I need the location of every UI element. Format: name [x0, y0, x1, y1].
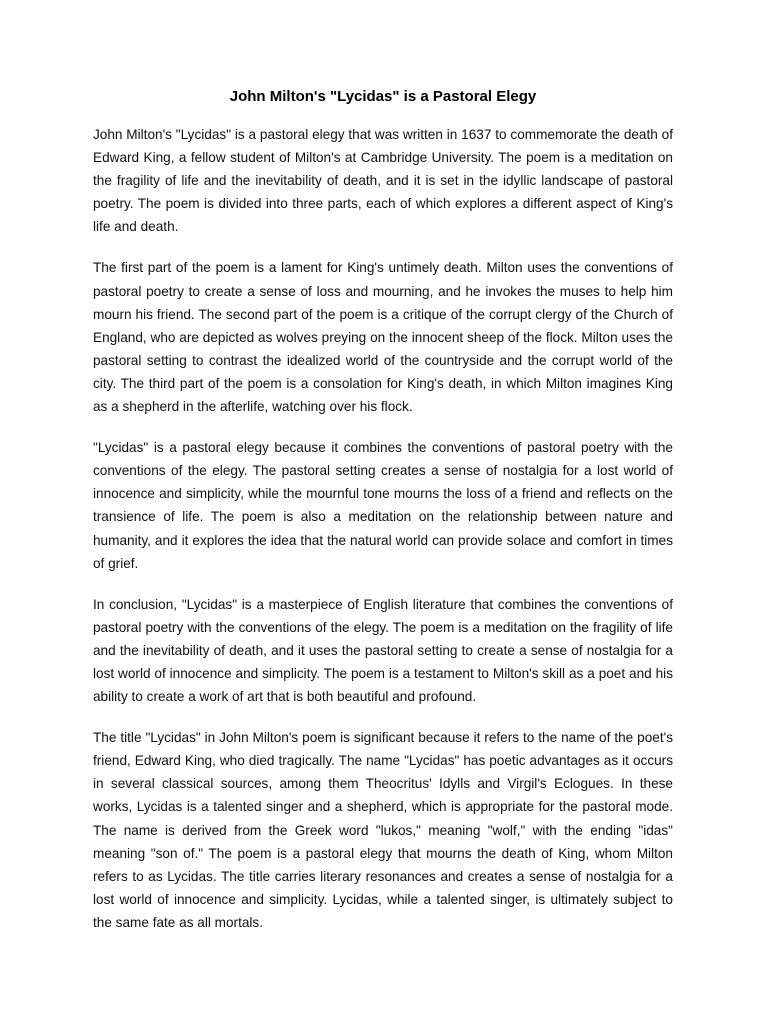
paragraph-2: The first part of the poem is a lament for King's untimely death. Milton uses the conventions of pastoral poetry to create a sense of loss and mourning, and he invokes the muses to help him mourn his friend. The second part of the poem is a critique of the corrupt clergy of the Church of England, who are depicted as wolves preying on the innocent sheep of the flock. Milton uses the pastoral setting to contrast the idealized world of the countryside and the corrupt world of the city. The third part of the poem is a consolation for King's death, in which Milton imagines King as a shepherd in the afterlife, watching over his flock. [93, 260, 673, 415]
paragraph-3: "Lycidas" is a pastoral elegy because it combines the conventions of pastoral poetry with the conventions of the elegy. The pastoral setting creates a sense of nostalgia for a lost world of innocence and simplicity, while the mournful tone mourns the loss of a friend and reflects on the transience of life. The poem is also a meditation on the relationship between nature and humanity, and it explores the idea that the natural world can provide solace and comfort in times of grief. [93, 440, 673, 571]
document-body [93, 123, 673, 952]
paragraph-5: The title "Lycidas" in John Milton's poem is significant because it refers to the name of the poet's friend, Edward King, who died tragically. The name "Lycidas" has poetic advantages as it occurs in several classical sources, among them Theocritus' Idylls and Virgil's Eclogues. In these works, Lycidas is a talented singer and a shepherd, which is appropriate for the pastoral mode. The name is derived from the Greek word "lukos," meaning "wolf," with the ending "idas" meaning "son of." The poem is a pastoral elegy that mourns the death of King, whom Milton refers to as Lycidas. The title carries literary resonances and creates a sense of nostalgia for a lost world of innocence and simplicity. Lycidas, while a talented singer, is ultimately subject to the same fate as all mortals. [93, 730, 673, 930]
paragraph-4: In conclusion, "Lycidas" is a masterpiece of English literature that combines the conventions of pastoral poetry with the conventions of the elegy. The poem is a meditation on the fragility of life and the inevitability of death, and it uses the pastoral setting to create a sense of nostalgia for a lost world of innocence and simplicity. The poem is a testament to Milton's skill as a poet and his ability to create a work of art that is both beautiful and profound. [93, 596, 673, 705]
paragraph-1: John Milton's "Lycidas" is a pastoral elegy that was written in 1637 to commemorate the death of Edward King, a fellow student of Milton's at Cambridge University. The poem is a meditation on the fragility of life and the inevitability of death, and it is set in the idyllic landscape of pastoral poetry. The poem is divided into three parts, each of which explores a different aspect of King's life and death. [93, 127, 673, 235]
document-title: John Milton's "Lycidas" is a Pastoral Elegy [229, 88, 537, 105]
